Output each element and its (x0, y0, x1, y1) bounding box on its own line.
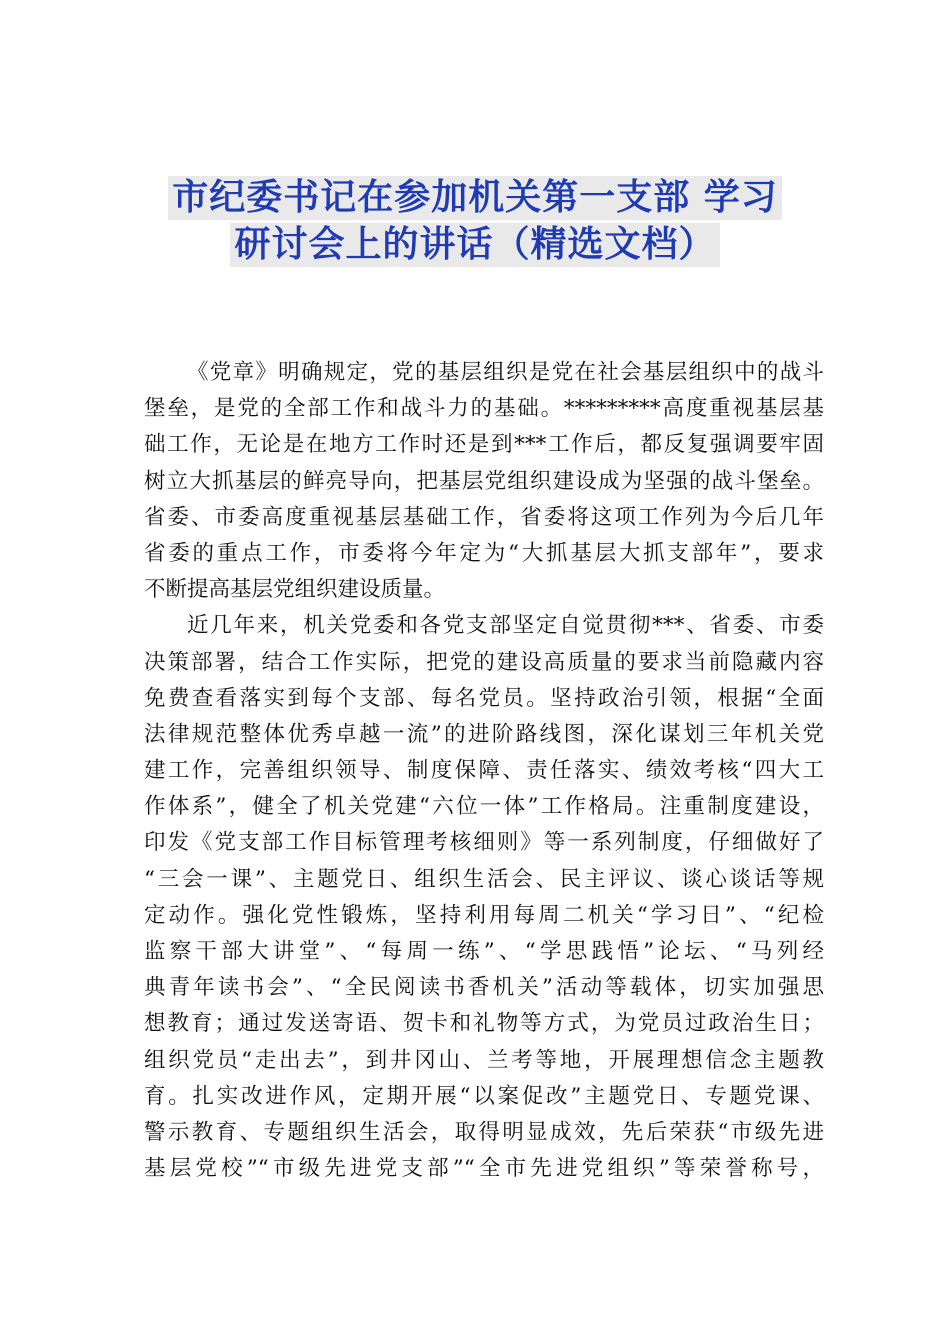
body-line: 础工作，无论是在地方工作时还是到***工作后，都反复强调要牢固 (144, 432, 824, 458)
title-line-1: 市纪委书记在参加机关第一支部 学习 (168, 176, 782, 220)
body-line: “三会一课”、主题党日、组织生活会、民主评议、谈心谈话等规 (144, 866, 824, 892)
body-line: 作体系”，健全了机关党建“六位一体”工作格局。注重制度建设， (144, 794, 824, 820)
body-line: 监察干部大讲堂”、“每周一练”、“学思践悟”论坛、“马列经 (144, 939, 824, 964)
body-line: 《党章》明确规定，党的基层组织是党在社会基层组织中的战斗 (187, 360, 824, 385)
body-line: 决策部署，结合工作实际，把党的建设高质量的要求当前隐藏内容 (144, 649, 824, 675)
title-line-2: 研讨会上的讲话（精选文档） (230, 223, 719, 267)
body-line: 堡垒，是党的全部工作和战斗力的基础。*********高度重视基层基 (144, 396, 824, 422)
body-line: 省委的重点工作，市委将今年定为“大抓基层大抓支部年”，要求 (144, 540, 824, 566)
body-line: 树立大抓基层的鲜亮导向，把基层党组织建设成为坚强的战斗堡垒。 (144, 468, 824, 494)
document-body (144, 355, 824, 1187)
body-line: 基层党校”“市级先进党支部”“全市先进党组织”等荣誉称号， (144, 1156, 824, 1182)
body-line: 组织党员“走出去”，到井冈山、兰考等地，开展理想信念主题教 (144, 1047, 824, 1073)
body-line: 定动作。强化党性锻炼，坚持利用每周二机关“学习日”、“纪检 (144, 902, 824, 928)
body-line: 想教育；通过发送寄语、贺卡和礼物等方式，为党员过政治生日； (144, 1011, 824, 1037)
document-title (0, 176, 950, 270)
body-line: 印发《党支部工作目标管理考核细则》等一系列制度，仔细做好了 (144, 830, 824, 856)
body-line: 建工作，完善组织领导、制度保障、责任落实、绩效考核“四大工 (144, 758, 824, 784)
body-line: 免费查看落实到每个支部、每名党员。坚持政治引领，根据“全面 (144, 685, 824, 711)
body-line: 法律规范整体优秀卓越一流”的进阶路线图，深化谋划三年机关党 (144, 721, 824, 747)
body-line: 警示教育、专题组织生活会，取得明显成效，先后荣获“市级先进 (144, 1119, 824, 1145)
body-line: 不断提高基层党组织建设质量。 (144, 577, 446, 603)
body-line: 典青年读书会”、“全民阅读书香机关”活动等载体，切实加强思 (144, 975, 824, 1001)
body-line: 育。扎实改进作风，定期开展“以案促改”主题党日、专题党课、 (144, 1083, 824, 1109)
body-line: 省委、市委高度重视基层基础工作，省委将这项工作列为今后几年 (144, 504, 824, 530)
body-line: 近几年来，机关党委和各党支部坚定自觉贯彻***、省委、市委 (187, 613, 824, 639)
